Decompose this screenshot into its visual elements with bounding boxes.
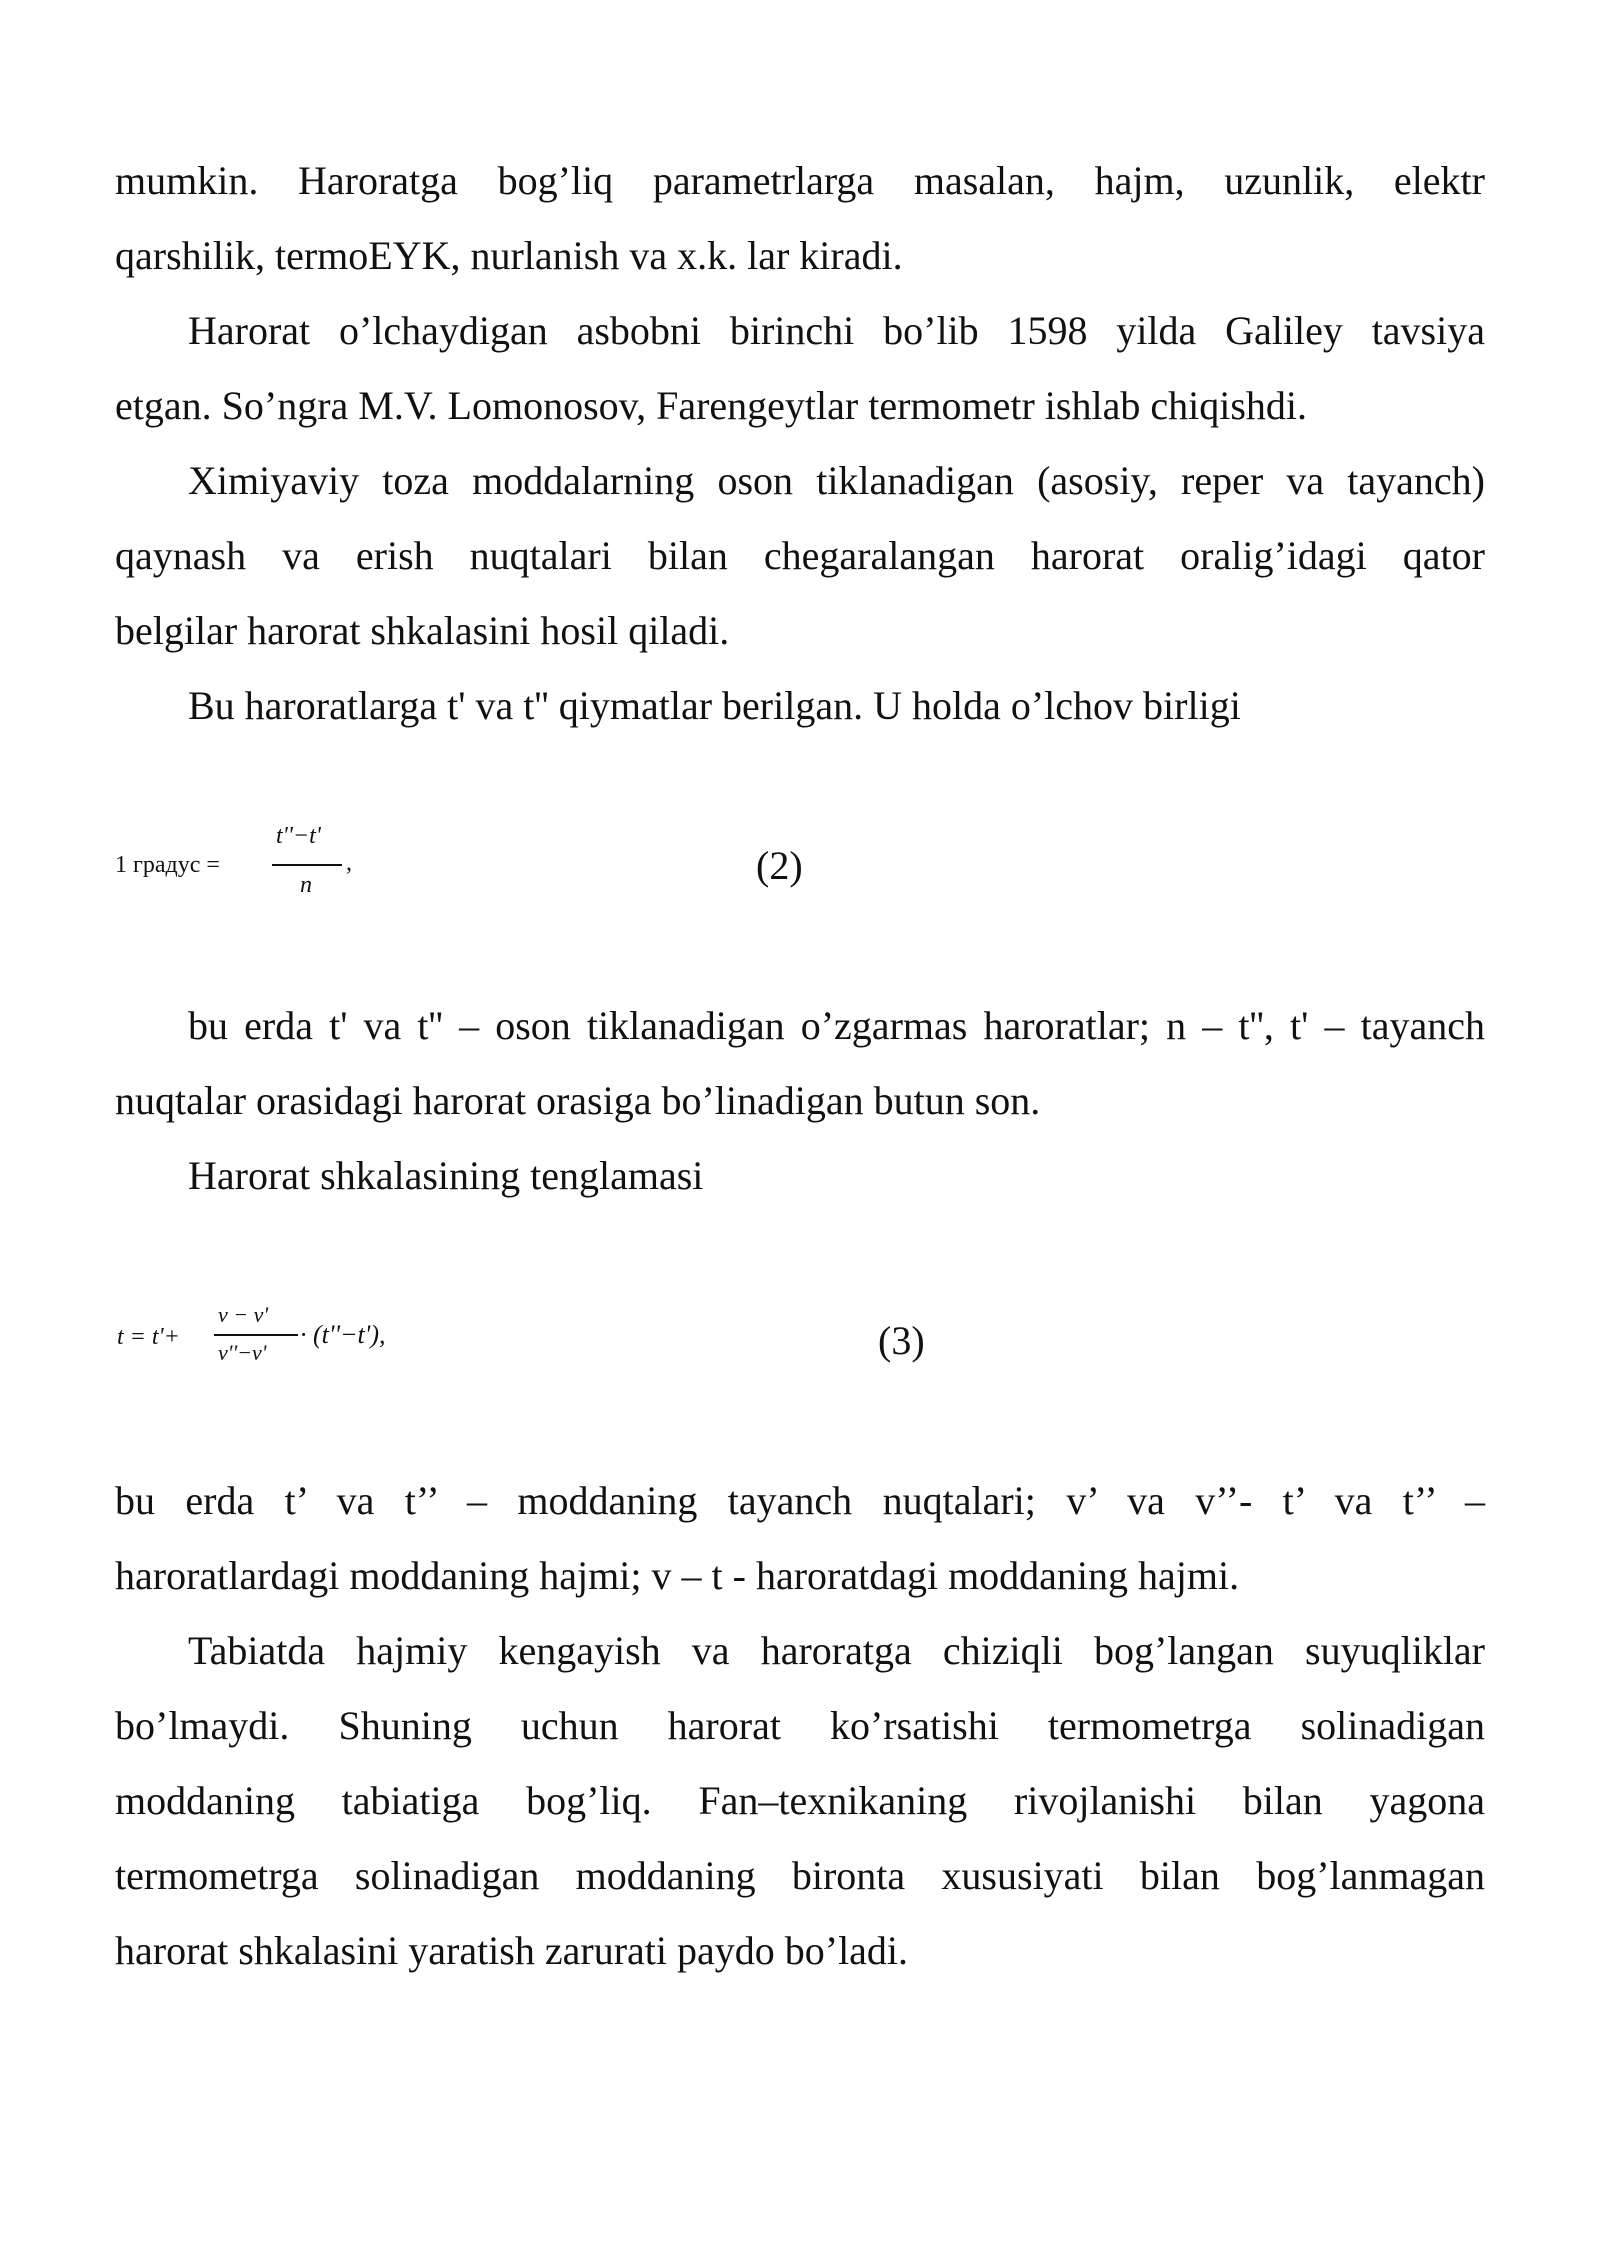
text-line: mumkin. Haroratga bog’liq parametrlarga masalan, hajm, uzunlik, elektr xyxy=(115,158,1485,203)
formula-2-lhs: 1 градус = xyxy=(115,852,220,878)
text-line: haroratlardagi moddaning hajmi; v – t - haroratdagi moddaning hajmi. xyxy=(115,1553,1240,1598)
text-line: Harorat shkalasining tenglamasi xyxy=(188,1153,704,1198)
text-line: bo’lmaydi. Shuning uchun harorat ko’rsatishi termometrga solinadigan xyxy=(115,1703,1485,1748)
formula-2-fraction-bar xyxy=(272,864,342,866)
equation-number-2: (2) xyxy=(756,843,803,888)
formula-2-numerator: t''−t' xyxy=(276,823,321,849)
text-line: qarshilik, termoEYK, nurlanish va x.k. lar kiradi. xyxy=(115,233,903,278)
text-line: qaynash va erish nuqtalari bilan chegaralangan harorat oralig’idagi qator xyxy=(115,533,1485,578)
text-line: belgilar harorat shkalasini hosil qiladi. xyxy=(115,608,730,653)
text-line: harorat shkalasini yaratish zarurati paydo bo’ladi. xyxy=(115,1928,909,1973)
text-line: bu erda t’ va t’’ – moddaning tayanch nuqtalari; v’ va v’’- t’ va t’’ – xyxy=(115,1478,1485,1523)
formula-2-comma: , xyxy=(346,850,352,876)
formula-3-lhs: t = t'+ xyxy=(117,1324,180,1350)
text-line: termometrga solinadigan moddaning bironta xususiyati bilan bog’lanmagan xyxy=(115,1853,1485,1898)
text-line: Harorat o’lchaydigan asbobni birinchi bo’lib 1598 yilda Galiley tavsiya xyxy=(188,308,1485,353)
text-line: Bu haroratlarga t' va t'' qiymatlar berilgan. U holda o’lchov birligi xyxy=(188,683,1241,728)
text-line: nuqtalar orasidagi harorat orasiga bo’linadigan butun son. xyxy=(115,1078,1041,1123)
text-line: moddaning tabiatiga bog’liq. Fan–texnikaning rivojlanishi bilan yagona xyxy=(115,1778,1485,1823)
formula-3-fraction-bar xyxy=(214,1334,298,1336)
text-line: bu erda t' va t'' – oson tiklanadigan o’zgarmas haroratlar; n – t'', t' – tayanch xyxy=(188,1003,1485,1048)
formula-3-rhs: · (t''−t'), xyxy=(300,1320,386,1349)
equation-number-3: (3) xyxy=(878,1318,925,1363)
formula-2-denominator: n xyxy=(300,872,312,898)
text-line: Ximiyaviy toza moddalarning oson tiklanadigan (asosiy, reper va tayanch) xyxy=(188,458,1485,503)
formula-3-denominator: v''−v' xyxy=(218,1340,267,1365)
text-line: Tabiatda hajmiy kengayish va haroratga chiziqli bog’langan suyuqliklar xyxy=(188,1628,1485,1673)
formula-3-numerator: v − v' xyxy=(218,1302,269,1327)
text-line: etgan. So’ngra M.V. Lomonosov, Farengeytlar termometr ishlab chiqishdi. xyxy=(115,383,1308,428)
